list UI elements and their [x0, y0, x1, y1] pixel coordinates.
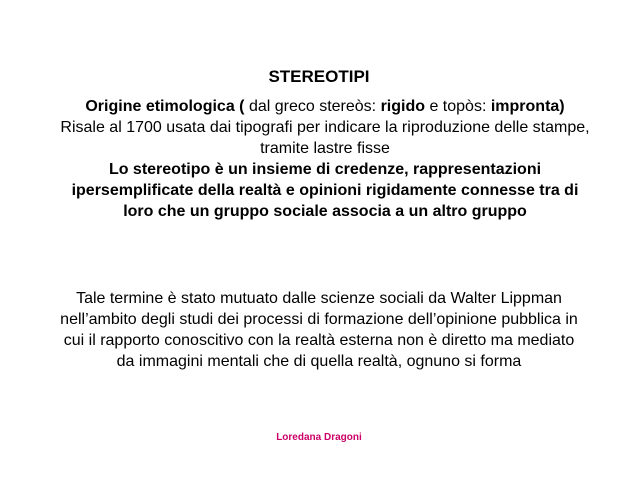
origin-word-rigid: rigido	[380, 98, 426, 115]
lippman-line-1: Tale termine è stato mutuato dalle scienze sociali da Walter Lippman	[76, 290, 562, 307]
origin-text-1: dal greco stereòs:	[244, 98, 381, 115]
lippman-paragraph	[0, 288, 638, 372]
definition-line-1: Lo stereotipo è un insieme di credenze, rappresentazioni	[108, 161, 542, 178]
origin-line	[0, 96, 638, 117]
origin-text-2: e topòs:	[425, 98, 491, 115]
origin-word-imprint: impronta)	[490, 98, 565, 115]
definition-line-2: ipersemplificate della realtà e opinioni rigidamente connesse tra di	[71, 182, 579, 199]
author-name: Loredana Dragoni	[276, 432, 362, 443]
lippman-line-3: cui il rapporto conoscitivo con la realtà esterna non è diretto ma mediato	[63, 332, 575, 349]
history-line-1: Risale al 1700 usata dai tipografi per indicare la riproduzione delle stampe,	[60, 119, 590, 136]
definition-line-3: loro che un gruppo sociale associa a un altro gruppo	[123, 203, 527, 220]
lippman-line-4: da immagini mentali che di quella realtà, ognuno si forma	[116, 353, 522, 370]
slide-title: STEREOTIPI	[268, 67, 370, 86]
origin-label: Origine etimologica (	[85, 98, 245, 115]
history-line-2: tramite lastre fisse	[260, 140, 390, 157]
lippman-line-2: nell’ambito degli studi dei processi di formazione dell’opinione pubblica in	[60, 311, 578, 328]
content-block	[0, 96, 638, 222]
